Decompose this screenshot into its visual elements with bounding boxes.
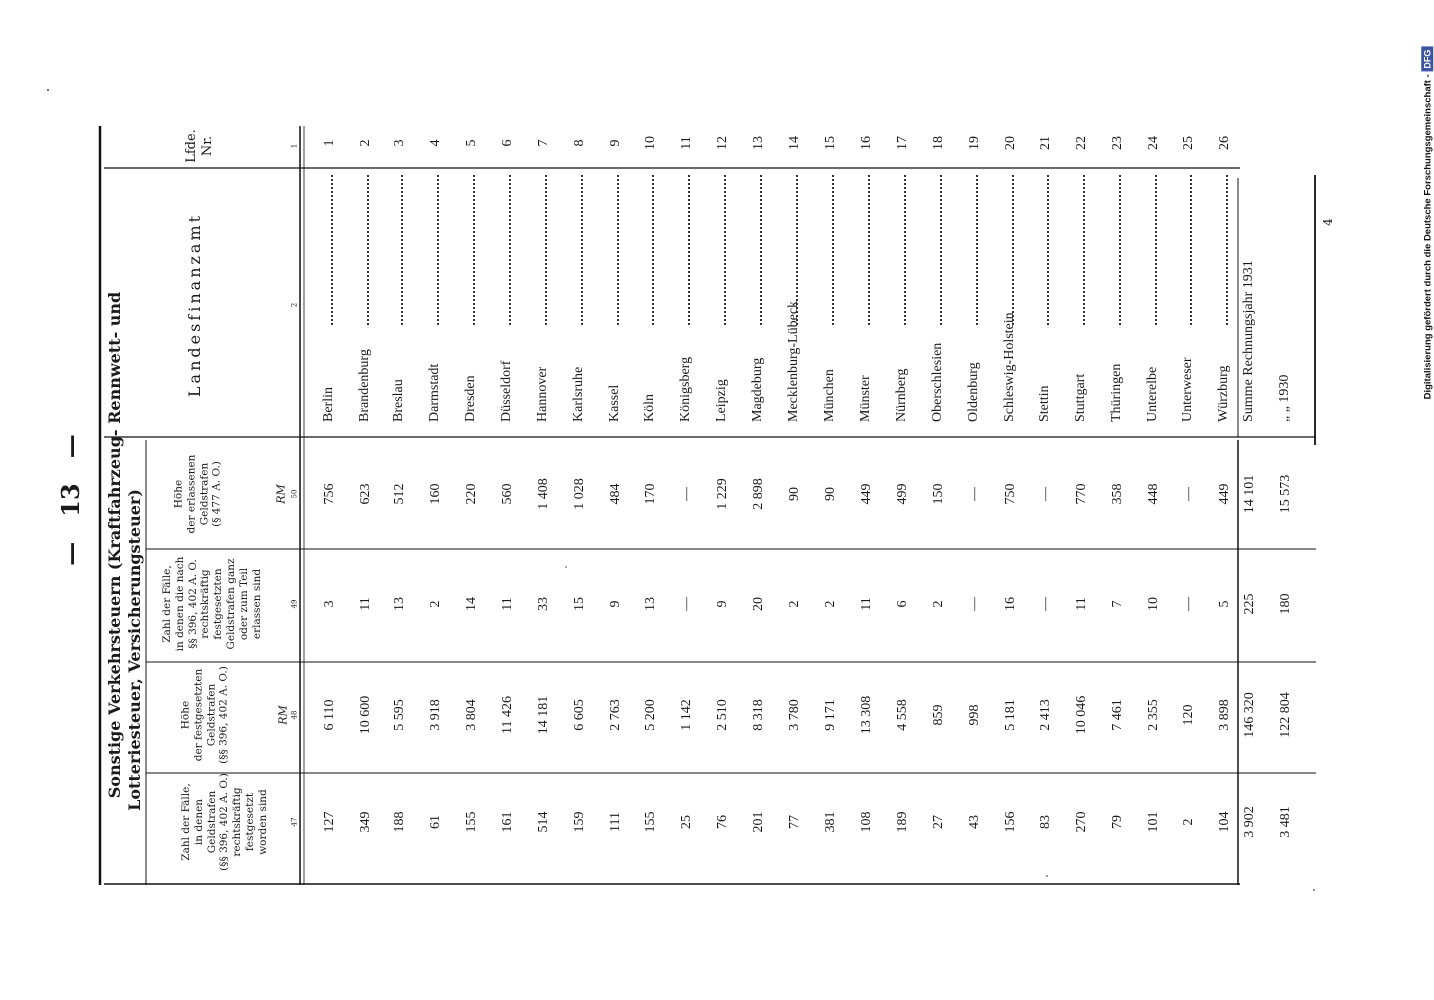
cell-c50: 220 (464, 483, 479, 505)
row-nr: 19 (967, 136, 982, 150)
cell-c49: 7 (1110, 600, 1125, 608)
cell-c49: 2 (931, 600, 946, 608)
row-landesfinanzamt: Köln (642, 394, 657, 422)
cell-c49: — (679, 597, 694, 611)
cell-c50: 499 (895, 483, 910, 505)
cell-c49: 15 (572, 597, 587, 611)
row-landesfinanzamt: Breslau (391, 379, 406, 422)
cell-c50: 1 028 (572, 478, 587, 510)
colnum-49: 49 (290, 599, 299, 609)
page-number-value: 13 (56, 483, 85, 517)
cell-c50: — (967, 487, 982, 501)
dot-leader (437, 175, 439, 325)
cell-c47: 2 (1181, 818, 1196, 826)
row-landesfinanzamt: Oldenburg (966, 362, 981, 422)
cell-c48: 1 142 (679, 699, 694, 731)
row-landesfinanzamt: Düsseldorf (499, 360, 514, 422)
cell-c48: 120 (1181, 704, 1196, 726)
watermark-label: Digitalisierung gefördert durch die Deutsche Forschungsgemeinschaft - (1422, 74, 1434, 400)
totals-c49: 225 (1242, 593, 1257, 615)
row-nr: 20 (1003, 136, 1018, 150)
row-landesfinanzamt: Königsberg (678, 356, 693, 422)
cell-c50: 623 (358, 483, 373, 505)
row-landesfinanzamt: München (822, 369, 837, 422)
cell-c50: 560 (500, 483, 515, 505)
colnum-50: 50 (290, 489, 299, 499)
cell-c48: 8 318 (751, 699, 766, 731)
row-landesfinanzamt: Oberschlesien (930, 342, 945, 422)
row-nr: 26 (1217, 136, 1232, 150)
dash-right: — (56, 434, 85, 459)
cell-c50: 170 (643, 483, 658, 505)
cell-c48: 5 181 (1003, 699, 1018, 731)
cell-c49: 10 (1146, 597, 1161, 611)
dot-leader (976, 175, 978, 325)
cell-c47: 108 (859, 811, 874, 833)
dot-leader (688, 175, 690, 325)
dot-leader (581, 175, 583, 325)
cell-c47: 27 (931, 815, 946, 829)
row-landesfinanzamt: Thüringen (1109, 363, 1124, 422)
dash-left: — (56, 541, 85, 566)
table-title-line-2: Lotteriesteuer, Versicherungsteuer) (125, 489, 144, 811)
cell-c48: 9 171 (823, 699, 838, 731)
cell-c50: 2 898 (751, 478, 766, 510)
cell-c47: 201 (751, 811, 766, 833)
table-title-line-1: Sonstige Verkehrsteuern (Kraftfahrzeug- Rennwett- und (105, 291, 124, 799)
colnum-1: 1 (290, 143, 299, 149)
dot-leader (760, 175, 762, 325)
cell-c47: 61 (428, 815, 443, 829)
dot-leader (367, 175, 369, 325)
colnum-2: 2 (290, 302, 299, 308)
page-number (56, 434, 85, 566)
cell-c50: 448 (1146, 483, 1161, 505)
cell-c49: 9 (608, 600, 623, 608)
cell-c49: 9 (715, 600, 730, 608)
totals-c50: 14 101 (1242, 474, 1257, 514)
cell-c50: 750 (1003, 483, 1018, 505)
row-landesfinanzamt: Dresden (463, 375, 478, 422)
cell-c47: 101 (1146, 811, 1161, 833)
cell-c48: 859 (931, 704, 946, 726)
cell-c50: 756 (322, 483, 337, 505)
cell-c47: 159 (572, 811, 587, 833)
cell-c47: 111 (608, 812, 623, 832)
row-nr: 13 (751, 136, 766, 150)
header-lfd-nr: Lfde. Nr. (184, 129, 215, 163)
dot-leader (904, 175, 906, 325)
cell-c47: 156 (1003, 811, 1018, 833)
cell-c50: 160 (428, 483, 443, 505)
dot-leader (617, 175, 619, 325)
header-col-48-unit: RM (276, 705, 290, 725)
row-nr: 6 (500, 139, 515, 147)
cell-c49: 5 (1217, 600, 1232, 608)
cell-c48: 11 426 (500, 696, 515, 734)
cell-c49: 2 (787, 600, 802, 608)
row-nr: 17 (895, 136, 910, 150)
header-landesfinanzamt: Landesfinanzamt (185, 212, 204, 398)
totals-label: „ „ 1930 (1277, 374, 1292, 422)
dot-leader (868, 175, 870, 325)
row-nr: 21 (1038, 136, 1053, 150)
dot-leader (796, 175, 798, 325)
cell-c49: 11 (859, 597, 874, 611)
cell-c48: 7 461 (1110, 699, 1125, 731)
dot-leader (1047, 175, 1049, 325)
row-nr: 23 (1110, 136, 1125, 150)
dot-leader (832, 175, 834, 325)
dot-leader (1190, 175, 1192, 325)
cell-c47: 79 (1110, 815, 1125, 829)
row-landesfinanzamt: Nürnberg (894, 368, 909, 422)
cell-c47: 104 (1217, 811, 1232, 833)
row-landesfinanzamt: Stuttgart (1073, 373, 1088, 422)
row-nr: 25 (1181, 136, 1196, 150)
row-landesfinanzamt: Mecklenburg-Lübeck (786, 300, 801, 422)
cell-c49: 2 (823, 600, 838, 608)
cell-c49: — (1038, 597, 1053, 611)
cell-c47: 43 (967, 815, 982, 829)
row-landesfinanzamt: Kassel (607, 384, 622, 422)
cell-c49: 33 (536, 597, 551, 611)
row-landesfinanzamt: Magdeburg (750, 357, 765, 422)
dfg-logo: DFG (1421, 47, 1433, 72)
cell-c50: 358 (1110, 483, 1125, 505)
dot-leader (940, 175, 942, 325)
header-col-50: Höhe der erlassenen Geldstrafen (§ 477 A. O.) (172, 454, 223, 534)
dot-leader (1119, 175, 1121, 325)
row-nr: 16 (859, 136, 874, 150)
cell-c47: 127 (322, 811, 337, 833)
row-nr: 12 (715, 136, 730, 150)
cell-c48: 10 046 (1074, 695, 1089, 735)
cell-c48: 2 763 (608, 699, 623, 731)
cell-c48: 3 780 (787, 699, 802, 731)
row-nr: 18 (931, 136, 946, 150)
cell-c48: 5 595 (392, 699, 407, 731)
cell-c48: 2 355 (1146, 699, 1161, 731)
cell-c50: 1 229 (715, 478, 730, 510)
cell-c47: 155 (464, 811, 479, 833)
cell-c48: 3 898 (1217, 699, 1232, 731)
cell-c48: 998 (967, 704, 982, 726)
row-nr: 2 (358, 139, 373, 147)
cell-c48: 6 110 (322, 699, 337, 731)
cell-c50: 484 (608, 483, 623, 505)
cell-c49: 20 (751, 597, 766, 611)
cell-c48: 3 918 (428, 699, 443, 731)
cell-c50: 90 (787, 487, 802, 501)
cell-c48: 4 558 (895, 699, 910, 731)
cell-c47: 381 (823, 811, 838, 833)
dot-leader (1083, 175, 1085, 325)
cell-c48: 14 181 (536, 695, 551, 735)
cell-c50: 150 (931, 483, 946, 505)
dot-leader (1226, 175, 1228, 325)
row-landesfinanzamt: Stettin (1037, 385, 1052, 422)
dot-leader (652, 175, 654, 325)
cell-c49: 11 (358, 597, 373, 611)
dot-leader (473, 175, 475, 325)
row-landesfinanzamt: Darmstadt (427, 363, 442, 422)
cell-c47: 188 (392, 811, 407, 833)
cell-c47: 270 (1074, 811, 1089, 833)
cell-c49: — (1181, 597, 1196, 611)
row-nr: 1 (322, 139, 337, 147)
dot-leader (331, 175, 333, 325)
cell-c47: 189 (895, 811, 910, 833)
cell-c48: 6 605 (572, 699, 587, 731)
cell-c48: 13 308 (859, 695, 874, 735)
row-nr: 8 (572, 139, 587, 147)
cell-c50: — (1181, 487, 1196, 501)
cell-c50: 449 (1217, 483, 1232, 505)
cell-c47: 25 (679, 815, 694, 829)
cell-c49: 14 (464, 597, 479, 611)
row-landesfinanzamt: Hannover (535, 366, 550, 422)
totals-c49: 180 (1278, 593, 1293, 615)
row-landesfinanzamt: Karlsruhe (571, 366, 586, 422)
header-col-49: Zahl der Fälle, in denen die nach §§ 396, 402 A. O. rechtskräftig festgesetzten Geldstrafen ganz oder zum Teil erlassen sind (160, 556, 263, 652)
row-nr: 15 (823, 136, 838, 150)
cell-c49: 6 (895, 600, 910, 608)
dot-leader (401, 175, 403, 325)
cell-c50: 512 (392, 483, 407, 505)
dot-leader (545, 175, 547, 325)
row-landesfinanzamt: Brandenburg (357, 349, 372, 422)
header-col-47: Zahl der Fälle, in denen Geldstrafen (§§ 396, 402 A. O.) rechtskräftig festgesetzt worden sind (180, 773, 269, 871)
cell-c49: — (967, 597, 982, 611)
cell-c47: 77 (787, 815, 802, 829)
colnum-48: 48 (290, 710, 299, 720)
cell-c47: 76 (715, 815, 730, 829)
cell-c49: 2 (428, 600, 443, 608)
row-landesfinanzamt: Unterelbe (1145, 366, 1160, 422)
cell-c50: 90 (823, 487, 838, 501)
row-landesfinanzamt: Berlin (321, 387, 336, 422)
row-nr: 22 (1074, 136, 1089, 150)
cell-c48: 2 413 (1038, 699, 1053, 731)
totals-c47: 3 902 (1242, 806, 1257, 838)
row-landesfinanzamt: Schleswig-Holstein (1002, 312, 1017, 422)
footnote-mark: 4 (1321, 218, 1335, 226)
row-nr: 10 (643, 136, 658, 150)
watermark-text (1423, 47, 1433, 400)
row-landesfinanzamt: Unterweser (1180, 357, 1195, 422)
row-landesfinanzamt: Leipzig (714, 379, 729, 422)
cell-c49: 13 (643, 597, 658, 611)
cell-c48: 10 600 (358, 695, 373, 735)
totals-c48: 146 320 (1242, 692, 1257, 738)
cell-c50: 770 (1074, 483, 1089, 505)
cell-c48: 2 510 (715, 699, 730, 731)
row-nr: 14 (787, 136, 802, 150)
totals-label: Summe Rechnungsjahr 1931 (1241, 260, 1256, 422)
cell-c48: 3 804 (464, 699, 479, 731)
cell-c48: 5 200 (643, 699, 658, 731)
row-nr: 4 (428, 139, 443, 147)
totals-c48: 122 804 (1278, 692, 1293, 738)
cell-c47: 155 (643, 811, 658, 833)
row-nr: 5 (464, 139, 479, 147)
header-col-48: Höhe der festgesetzten Geldstrafen (§§ 396, 402 A. O.) (179, 666, 230, 764)
cell-c49: 16 (1003, 597, 1018, 611)
cell-c47: 349 (358, 811, 373, 833)
cell-c47: 514 (536, 811, 551, 833)
row-nr: 7 (536, 139, 551, 147)
row-landesfinanzamt: Würzburg (1216, 365, 1231, 422)
row-nr: 24 (1146, 136, 1161, 150)
cell-c50: — (679, 487, 694, 501)
cell-c47: 83 (1038, 815, 1053, 829)
header-col-50-unit: RM (274, 484, 288, 504)
cell-c50: 449 (859, 483, 874, 505)
row-nr: 3 (392, 139, 407, 147)
cell-c49: 11 (500, 597, 515, 611)
row-landesfinanzamt: Münster (858, 375, 873, 422)
cell-c50: 1 408 (536, 478, 551, 510)
dot-leader (724, 175, 726, 325)
dot-leader (1012, 175, 1014, 325)
row-nr: 9 (608, 139, 623, 147)
cell-c47: 161 (500, 811, 515, 833)
cell-c50: — (1038, 487, 1053, 501)
totals-c47: 3 481 (1278, 806, 1293, 838)
cell-c49: 3 (322, 600, 337, 608)
colnum-47: 47 (290, 817, 299, 827)
row-nr: 11 (679, 136, 694, 150)
dot-leader (1155, 175, 1157, 325)
cell-c49: 13 (392, 597, 407, 611)
totals-c50: 15 573 (1278, 474, 1293, 514)
cell-c49: 11 (1074, 597, 1089, 611)
dot-leader (509, 175, 511, 325)
